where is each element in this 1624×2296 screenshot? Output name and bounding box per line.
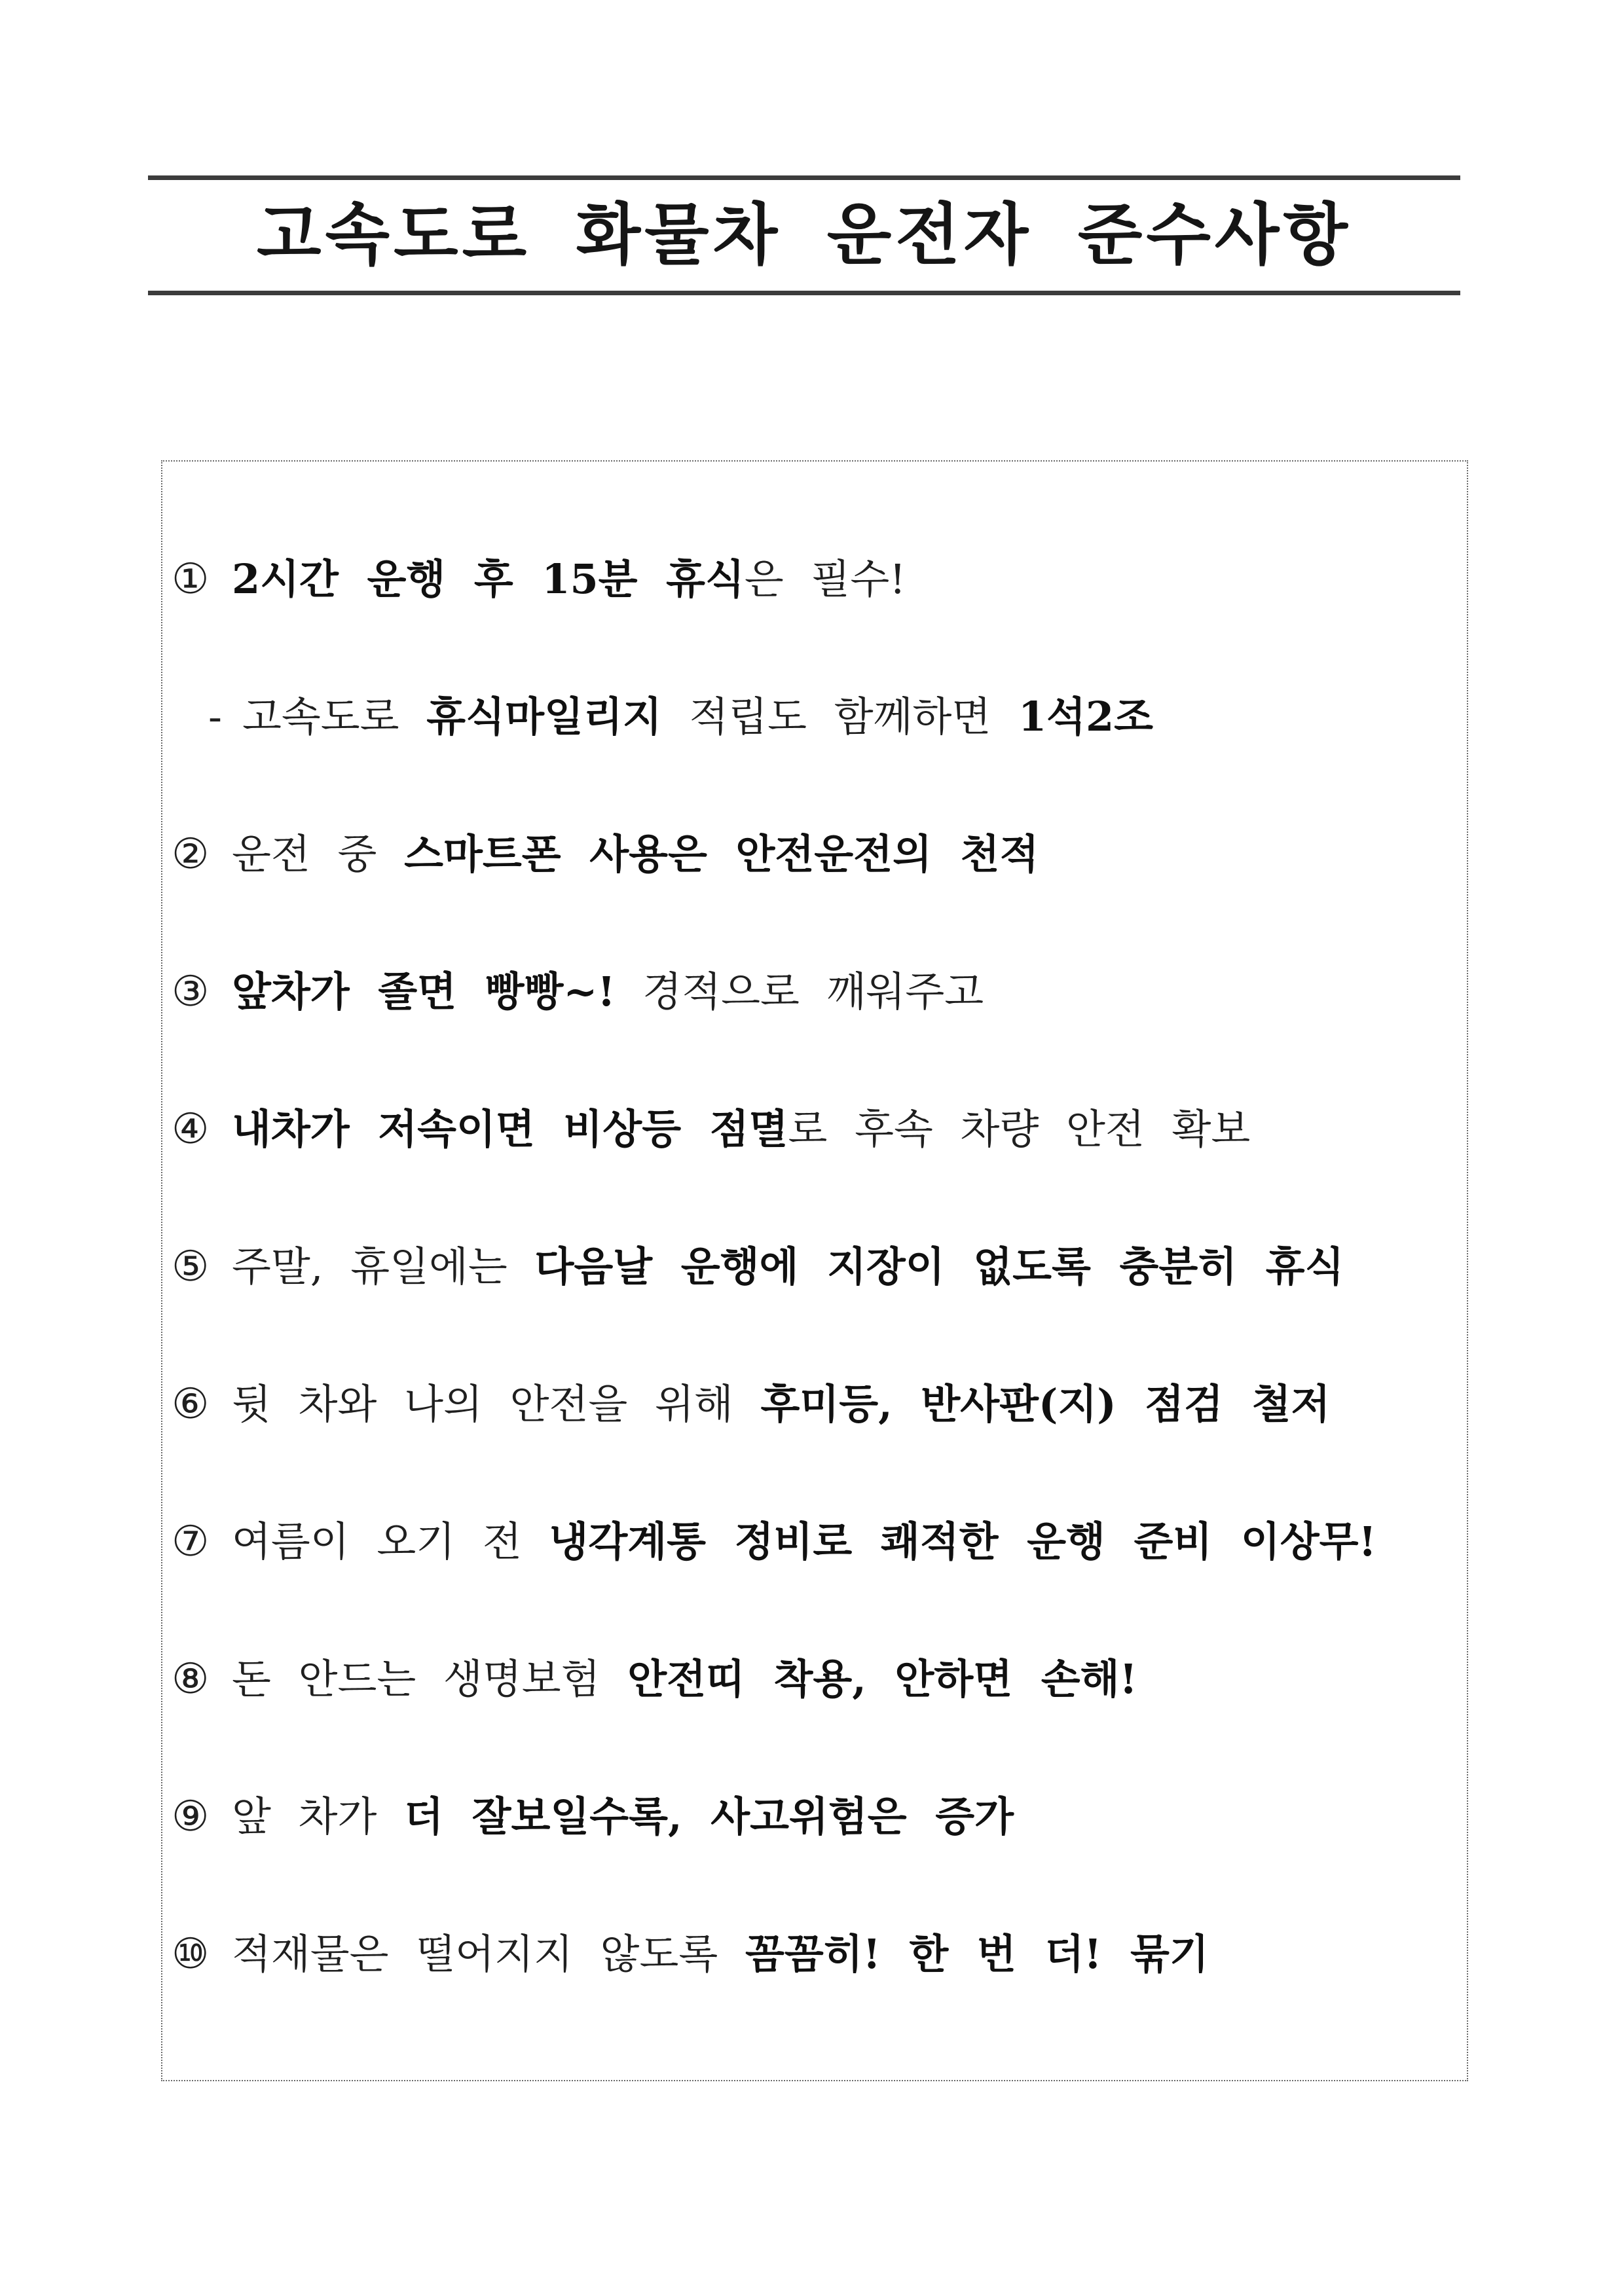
rule-number: ①	[172, 555, 210, 604]
rule-text: 돈 안드는 생명보험	[232, 1655, 628, 1703]
rule-item	[172, 1231, 1449, 1303]
title-rule-top	[148, 175, 1460, 180]
rule-emphasis-text: 2시간 운행 후 15분 휴식	[232, 555, 745, 603]
rule-text: 여름이 오기 전	[232, 1518, 549, 1565]
page-title: 고속도로 화물차 운전자 준수사항	[257, 196, 1352, 274]
rule-text: 뒷 차와 나의 안전을 위해	[232, 1380, 761, 1428]
rule-text: 은 필수!	[744, 555, 906, 603]
title-rule-bottom	[148, 291, 1460, 295]
rule-emphasis-text: 냉각계통 정비로 쾌적한 운행 준비 이상무!	[549, 1518, 1376, 1565]
rule-text: 앞 차가	[232, 1793, 405, 1840]
rule-item	[172, 543, 1449, 615]
rule-item	[172, 1918, 1449, 1990]
rule-item	[172, 818, 1449, 890]
rule-item	[172, 1781, 1449, 1853]
rule-number: ②	[172, 830, 210, 879]
rule-text: 고속도로	[242, 693, 427, 740]
rule-item	[172, 1093, 1449, 1165]
rule-item	[172, 1506, 1449, 1578]
rule-number: ⑧	[172, 1655, 210, 1704]
rule-emphasis-text: 앞차가 졸면 빵빵~!	[232, 968, 616, 1015]
rule-text: 운전 중	[232, 830, 405, 878]
rule-sub-item	[208, 681, 1485, 753]
rule-emphasis-text: 안전띠 착용, 안하면 손해!	[627, 1655, 1137, 1703]
rule-number: ④	[172, 1105, 210, 1154]
rule-dash: -	[208, 693, 222, 740]
rule-number: ⑦	[172, 1518, 210, 1566]
rule-emphasis-text: 휴식마일리지	[426, 693, 662, 740]
rule-text: 로 후속 차량 안전 확보	[788, 1105, 1251, 1153]
rule-number: ⑥	[172, 1380, 210, 1429]
rule-emphasis-text: 내차가 저속이면 비상등 점멸	[232, 1105, 788, 1153]
rule-number: ③	[172, 968, 210, 1016]
rule-text: 적립도 함께하면	[661, 693, 1019, 740]
rule-emphasis-text: 꼼꼼히! 한 번 더! 묶기	[745, 1930, 1209, 1978]
rule-item	[172, 1643, 1449, 1715]
rule-number: ⑨	[172, 1793, 210, 1841]
rule-emphasis-text: 후미등, 반사판(지) 점검 철저	[760, 1380, 1331, 1428]
rule-number: ⑤	[172, 1243, 210, 1291]
rule-emphasis-text: 더 잘보일수록, 사고위험은 증가	[404, 1793, 1014, 1840]
rule-emphasis-text: 1석2조	[1018, 693, 1154, 740]
rule-emphasis-text: 스마트폰 사용은 안전운전의 천적	[404, 830, 1039, 878]
rule-item	[172, 956, 1449, 1028]
rule-emphasis-text: 다음날 운행에 지장이 없도록 충분히 휴식	[534, 1243, 1344, 1290]
rule-text: 적재물은 떨어지지 않도록	[232, 1930, 745, 1978]
rule-number: ⑩	[172, 1930, 210, 1978]
rule-item	[172, 1368, 1449, 1440]
rule-text: 경적으로 깨워주고	[615, 968, 984, 1015]
rule-text: 주말, 휴일에는	[232, 1243, 535, 1290]
